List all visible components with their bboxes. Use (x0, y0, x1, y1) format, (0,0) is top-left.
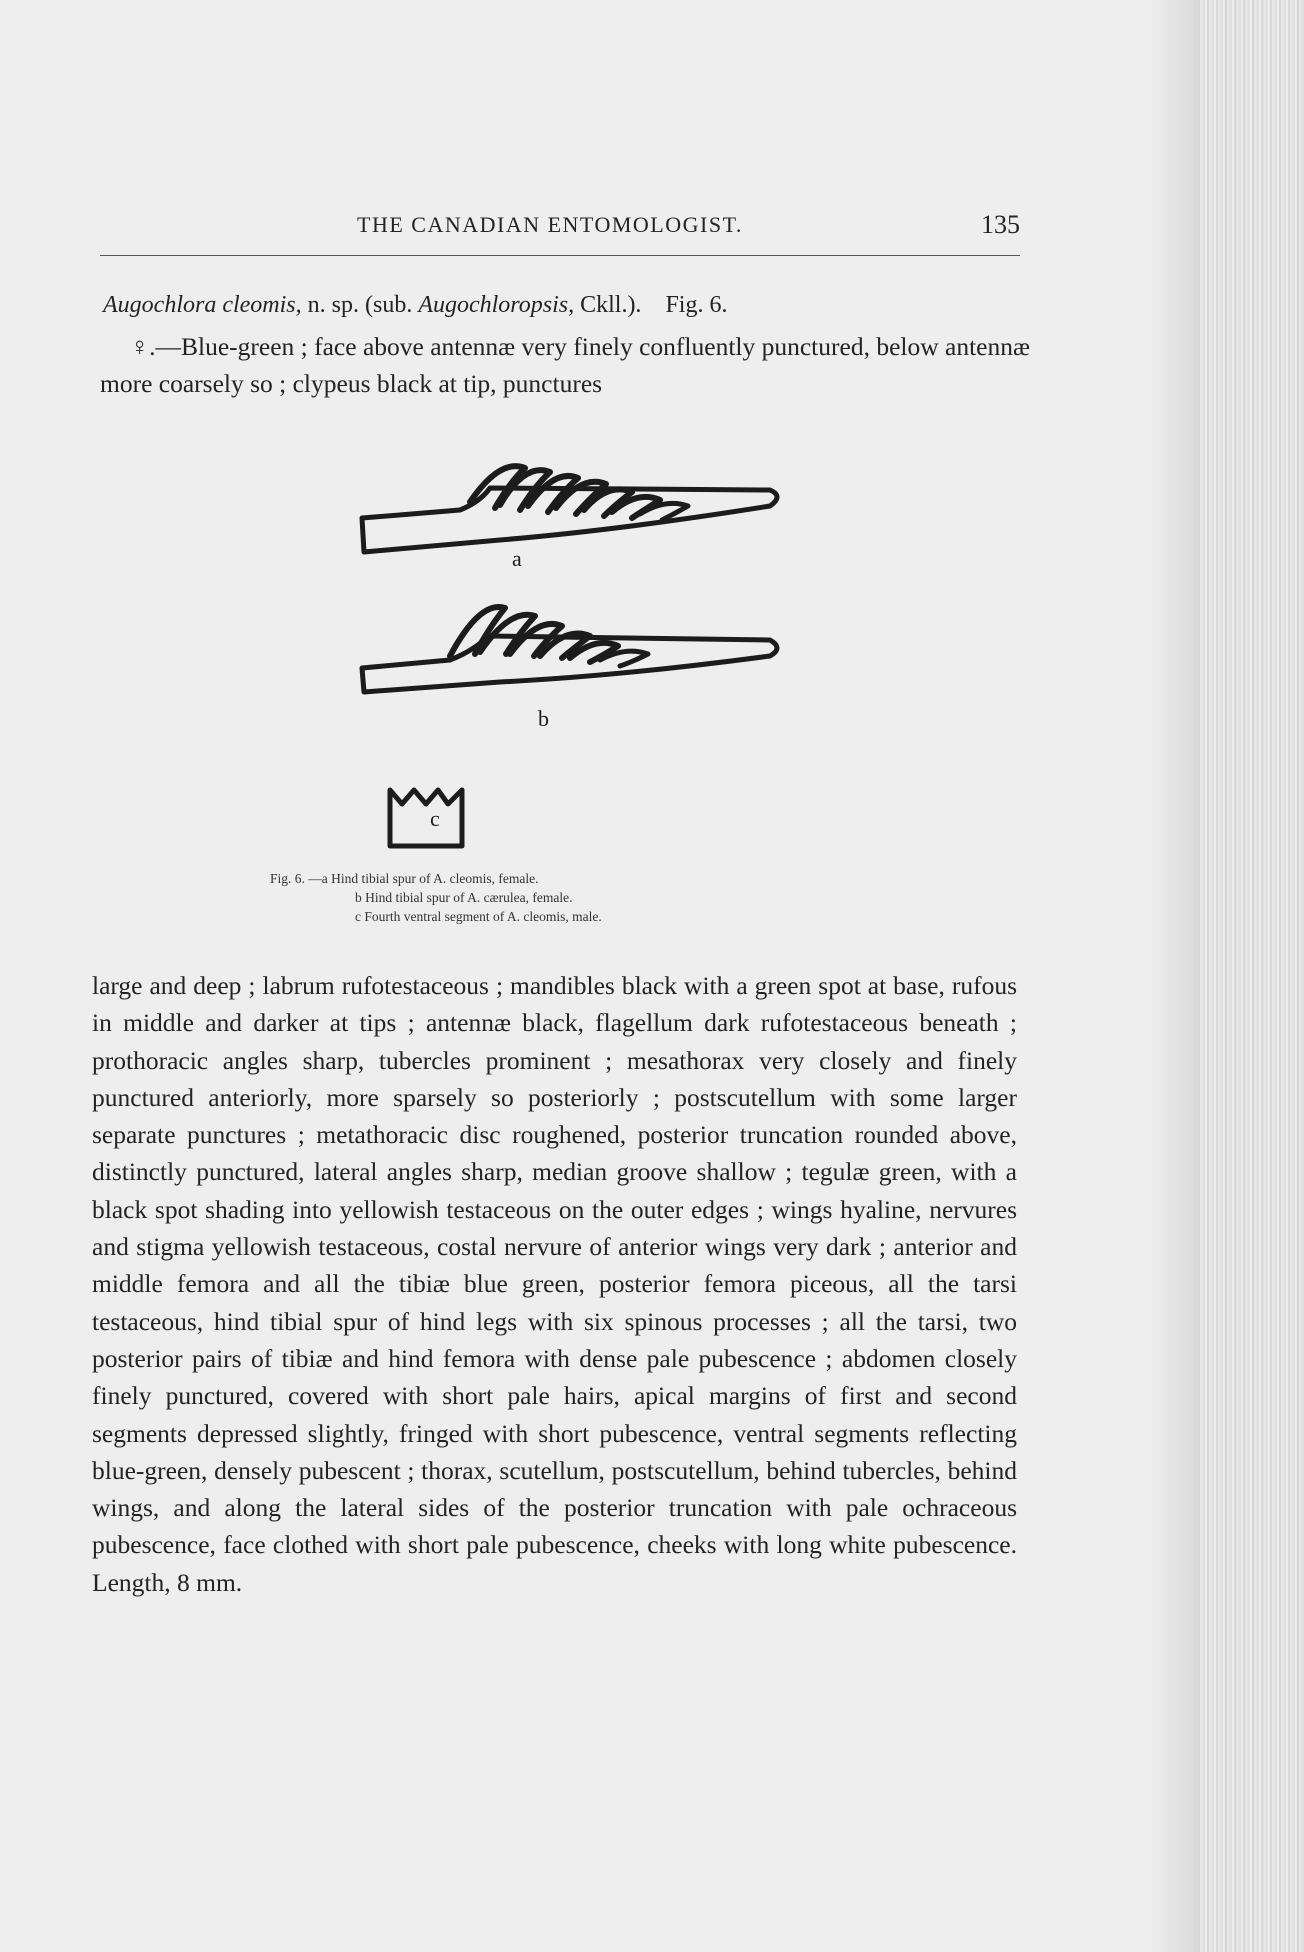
caption-line-a (270, 869, 602, 888)
page-edge-stack (1195, 0, 1304, 1952)
gutter-shadow (1150, 0, 1200, 1952)
species-name: Augochlora cleomis, (103, 292, 302, 318)
running-title: THE CANADIAN ENTOMOLOGIST. (357, 212, 743, 237)
caption-line-b: b Hind tibial spur of A. cærulea, female. (355, 890, 573, 905)
figure-label-a: a (512, 546, 522, 571)
page-number: 135 (981, 210, 1020, 239)
species-status: n. sp. (sub. (301, 292, 419, 318)
description-opening-text: ♀.—Blue-green ; face above antennæ very finely confluently punctured, below antennæ more coarsely so ; clypeus black at tip, punctures (100, 332, 1030, 398)
spur-drawing-b (362, 607, 777, 692)
figure-reference: Fig. 6. (665, 292, 728, 318)
figure-label-b: b (538, 706, 549, 731)
header-rule (100, 255, 1020, 256)
figure-caption (270, 869, 602, 926)
spur-drawing-a (362, 466, 777, 552)
description-opening (100, 328, 1030, 402)
caption-line-c: c Fourth ventral segment of A. cleomis, male. (355, 909, 602, 924)
caption-prefix: Fig. 6. (270, 871, 305, 886)
species-authority: Ckll.). (574, 292, 642, 318)
caption-text-a: —a Hind tibial spur of A. cleomis, female. (308, 871, 539, 886)
description-body-text: large and deep ; labrum rufotestaceous ; mandibles black with a green spot at base, rufous in middle and darker at tips ; antennæ black, flagellum dark rufotestaceous beneath ; prothoracic angles sharp, tubercles prominent ; mesathorax very closely and finely punctured anteriorly, more sparsely so posteriorly ; postscutellum with some larger separate punctures ; metathoracic disc roughened, posterior truncation rounded above, distinctly punctured, lateral angles sharp, median groove shallow ; tegulæ green, with a black spot shading into yellowish testaceous on the outer edges ; wings hyaline, nervures and stigma yellowish testaceous, costal nervure of anterior wings very dark ; anterior and middle femora and all the tibiæ blue green, posterior femora piceous, all the tarsi testaceous, hind tibial spur of hind legs with six spinous processes ; all the tarsi, two posterior pairs of tibiæ and hind femora with dense pale pubescence ; abdomen closely finely punctured, covered with short pale hairs, apical margins of first and second segments depressed slightly, fringed with short pubescence, ventral segments reflecting blue-green, densely pubescent ; thorax, scutellum, postscutellum, behind tubercles, behind wings, and along the lateral sides of the posterior truncation with pale ochraceous pubescence, face clothed with short pale pubescence, cheeks with long white pubescence. Length, 8 mm. (92, 971, 1017, 1597)
figure-label-c: c (430, 806, 440, 831)
figure-drawing (350, 450, 790, 860)
species-heading (103, 292, 727, 319)
segment-drawing-c (390, 790, 462, 846)
description-body (92, 967, 1017, 1601)
subgenus-name: Augochloropsis, (418, 292, 575, 318)
